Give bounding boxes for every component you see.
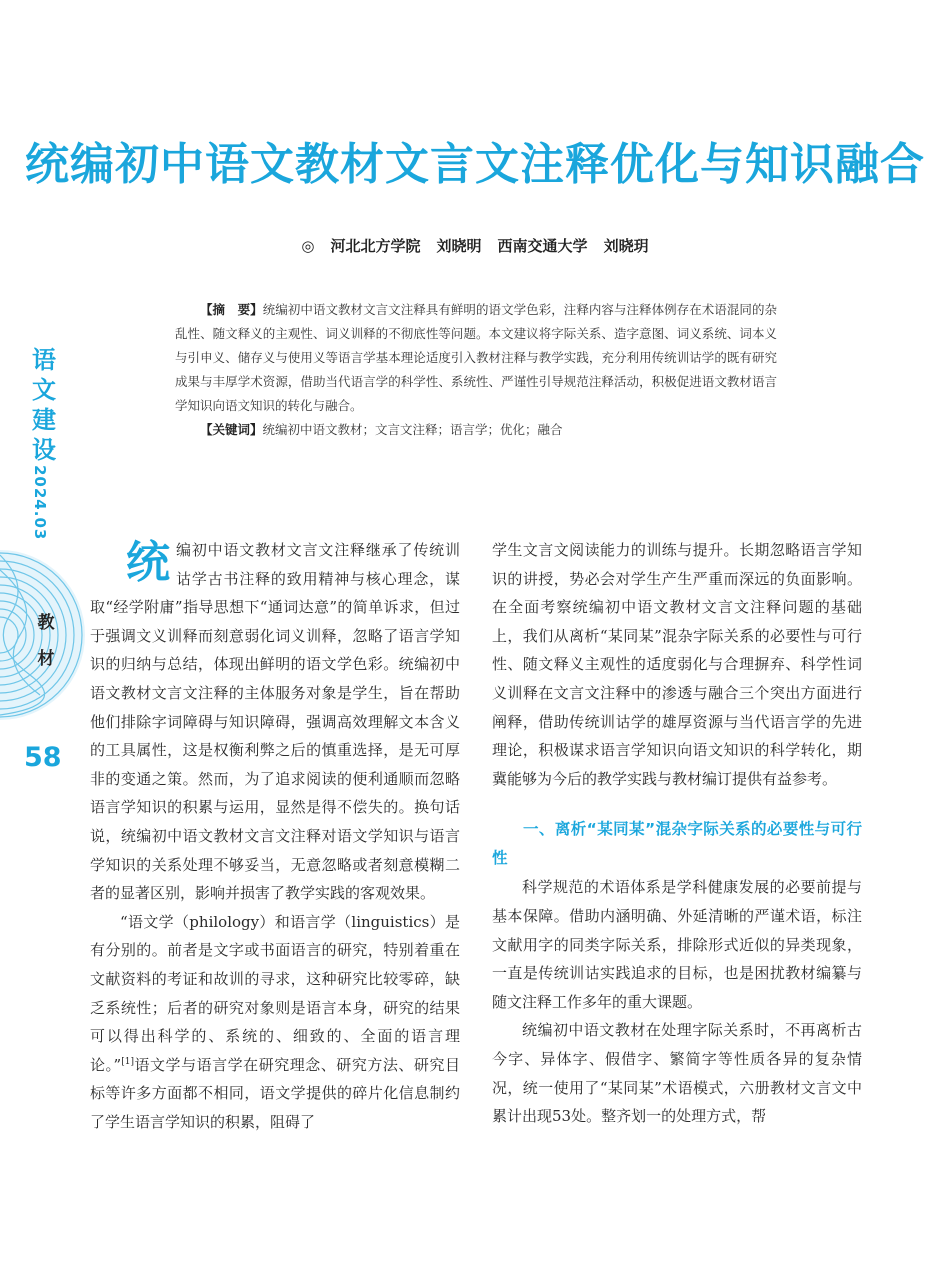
author-affiliation-2: 西南交通大学 [497, 237, 588, 255]
article-title: 统编初中语文教材文言文注释优化与知识融合 [25, 139, 925, 190]
body-paragraph: 学生文言文阅读能力的训练与提升。长期忽略语言学知识的讲授，势必会对学生产生严重而深远的负面影响。在全面考察统编初中语文教材文言文注释问题的基础上，我们从离析“某同某”混杂字际关系的必要性与可行性、随文释义主观性的适度弱化与合理摒弃、科学性词义训释在文言文注释中的渗透与融合三个突出方面进行阐释，借助传统训诂学的雄厚资源与当代语言学的先进理论，积极谋求语言学知识向语文知识的科学转化，期冀能够为今后的教学实践与教材编订提供有益参考。 [492, 541, 862, 788]
keywords-text: 统编初中语文教材；文言文注释；语言学；优化；融合 [262, 422, 563, 437]
author-marker-icon: ◎ [301, 237, 315, 255]
body-paragraph [90, 908, 460, 1137]
issue-year: 2024.03 [31, 465, 49, 541]
journal-char: 文 [32, 375, 56, 404]
body-paragraph: 科学规范的术语体系是学科健康发展的必要前提与基本保障。借助内涵明确、外延清晰的严谨术语，标注文献用字的同类字际关系，排除形式近似的异类现象，一直是传统训诂实践追求的目标，也是困扰教材编纂与随文注释工作多年的重大课题。 [492, 878, 862, 1011]
paragraph-text: 语文学与语言学在研究理念、研究方法、研究目标等许多方面都不相同，语文学提供的碎片化信息制约了学生语言学知识的积累，阻碍了 [90, 1055, 460, 1131]
quotation-text: “语文学（philology）和语言学（linguistics）是有分别的。前者是文字或书面语言的研究，特别着重在文献资料的考证和故训的寻求，这种研究比较零碎，缺乏系统性；后者的研究对象则是语言本身，研究的结果可以得出科学的、系统的、细致的、全面的语言理论。” [90, 912, 460, 1074]
author-line [0, 235, 950, 256]
author-name-2: 刘晓玥 [603, 237, 649, 255]
body-paragraph [90, 536, 460, 908]
page-number: 58 [24, 742, 62, 773]
paragraph-text: 编初中语文教材文言文注释继承了传统训诂学古书注释的致用精神与核心理念，谋取“经学附庸”指导思想下“通词达意”的简单诉求，但过于强调文义训释而刻意弱化词义训释，忽略了语言学知识的归纳与总结，体现出鲜明的语文学色彩。统编初中语文教材文言文注释的主体服务对象是学生，旨在帮助他们排除字词障碍与知识障碍，强调高效理解文本含义的工具属性，这是权衡利弊之后的慎重选择，是无可厚非的变通之策。然而，为了追求阅读的便利通顺而忽略语言学知识的积累与运用，显然是得不偿失的。换句话说，统编初中语文教材文言文注释对语文学知识与语言学知识的关系处理不够妥当，无意忽略或者刻意模糊二者的显著区别，影响并损害了教学实践的客观效果。 [90, 541, 460, 903]
journal-char: 设 [32, 435, 56, 464]
section-char: 教 [37, 613, 55, 633]
journal-char: 语 [32, 345, 56, 374]
section-char: 材 [37, 649, 55, 669]
body-paragraph: 统编初中语文教材在处理字际关系时，不再离析古今字、异体字、假借字、繁简字等性质各异的复杂情况，统一使用了“某同某”术语模式，六册教材文言文中累计出现53处。整齐划一的处理方式，帮 [492, 1021, 862, 1126]
journal-name-vertical [30, 345, 58, 465]
author-name-1: 刘晓明 [436, 237, 482, 255]
abstract-block [175, 298, 777, 442]
section-heading: 一、离析“某同某”混杂字际关系的必要性与可行性 [492, 820, 862, 868]
section-label-vertical [34, 605, 58, 677]
drop-cap: 统 [126, 537, 170, 588]
journal-char: 建 [32, 405, 56, 434]
abstract-paragraph [175, 298, 777, 418]
author-affiliation-1: 河北北方学院 [330, 237, 421, 255]
body-column-right [492, 536, 862, 1131]
keywords-paragraph [175, 418, 777, 442]
abstract-text: 统编初中语文教材文言文注释具有鲜明的语文学色彩，注释内容与注释体例存在术语混同的杂乱性、随文释义的主观性、词义训释的不彻底性等问题。本文建议将字际关系、造字意图、词义系统、词本义与引申义、储存义与使用义等语言学基本理论适度引入教材注释与教学实践，充分利用传统训诂学的既有研究成果与丰厚学术资源，借助当代语言学的科学性、系统性、严谨性引导规范注释活动，积极促进语文教材语言学知识向语文知识的转化与融合。 [175, 302, 777, 413]
citation-marker: [1] [121, 1056, 134, 1067]
body-column-left [90, 536, 460, 1136]
abstract-label: 【摘 要】 [200, 302, 263, 317]
keywords-label: 【关键词】 [200, 422, 263, 437]
